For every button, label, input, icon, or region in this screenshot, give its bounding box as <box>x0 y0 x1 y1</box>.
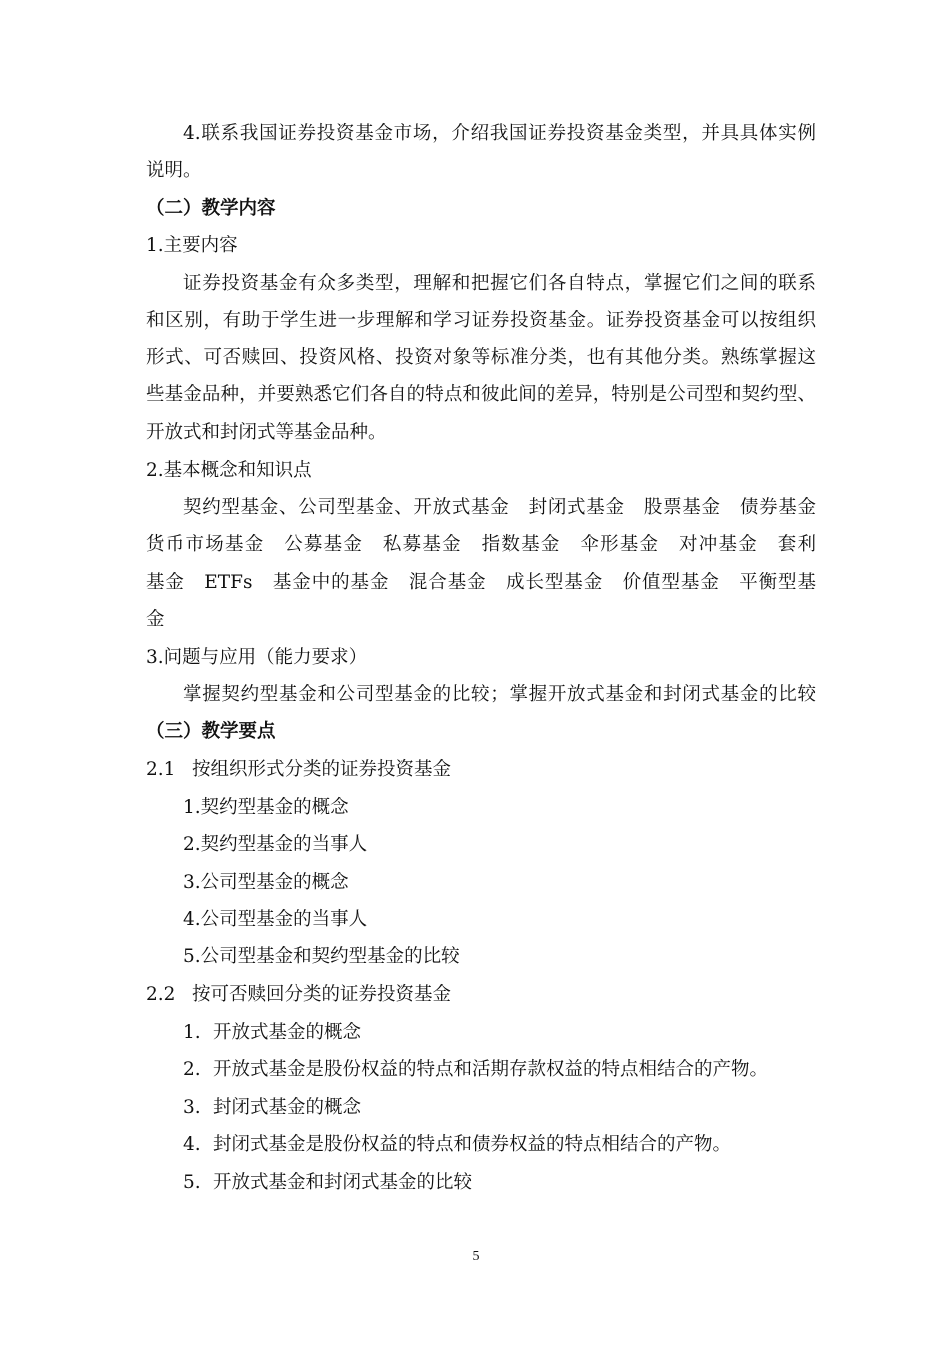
list-item: 4.公司型基金的当事人 <box>183 909 368 930</box>
main-content-line: 形式、可否赎回、投资风格、投资对象等标准分类，也有其他分类。熟练掌握这 <box>146 347 816 368</box>
list-item <box>183 1020 816 1046</box>
concepts-line: 货币市场基金 公募基金 私募基金 指数基金 伞形基金 对冲基金 套利 <box>146 534 816 555</box>
main-content-title: 1.主要内容 <box>146 235 238 256</box>
point-title: 按可否赎回分类的证券投资基金 <box>192 984 452 1005</box>
list-item-number: 4. <box>183 1134 201 1155</box>
main-content-line: 些基金品种，并要熟悉它们各自的特点和彼此间的差异，特别是公司型和契约型、 <box>146 384 816 405</box>
list-item <box>183 1095 816 1121</box>
point-2-2-heading <box>146 982 816 1008</box>
list-item: 5.公司型基金和契约型基金的比较 <box>183 946 460 967</box>
list-item-text: 开放式基金是股份权益的特点和活期存款权益的特点相结合的产物。 <box>213 1059 769 1080</box>
list-item-number: 1. <box>183 1022 201 1043</box>
point-number: 2.2 <box>146 984 176 1005</box>
list-item-number: 2. <box>183 1059 201 1080</box>
point-2-1-heading <box>146 757 816 783</box>
item4-line2: 说明。 <box>146 160 202 181</box>
concepts-line: 基金 ETFs 基金中的基金 混合基金 成长型基金 价值型基金 平衡型基 <box>146 572 816 593</box>
list-item <box>183 1057 816 1083</box>
point-title: 按组织形式分类的证券投资基金 <box>192 759 452 780</box>
item4-line1: 4.联系我国证券投资基金市场，介绍我国证券投资基金类型，并具具体实例 <box>183 123 816 144</box>
application-text: 掌握契约型基金和公司型基金的比较；掌握开放式基金和封闭式基金的比较 <box>183 684 816 705</box>
list-item <box>183 1132 816 1158</box>
list-item: 2.契约型基金的当事人 <box>183 834 368 855</box>
list-item-text: 开放式基金的概念 <box>213 1022 362 1043</box>
concepts-line: 金 <box>146 609 165 630</box>
concepts-title: 2.基本概念和知识点 <box>146 460 312 481</box>
list-item: 3.公司型基金的概念 <box>183 872 349 893</box>
page-number: 5 <box>472 1249 480 1264</box>
main-content-line: 开放式和封闭式等基金品种。 <box>146 422 387 443</box>
section-heading-teaching-content: （二）教学内容 <box>146 198 276 219</box>
main-content-line: 证券投资基金有众多类型，理解和把握它们各自特点，掌握它们之间的联系 <box>183 273 816 294</box>
list-item-text: 封闭式基金的概念 <box>213 1097 362 1118</box>
point-number: 2.1 <box>146 759 176 780</box>
section-heading-teaching-points: （三）教学要点 <box>146 721 276 742</box>
list-item: 1.契约型基金的概念 <box>183 797 349 818</box>
list-item <box>183 1170 816 1196</box>
main-content-line: 和区别，有助于学生进一步理解和学习证券投资基金。证券投资基金可以按组织 <box>146 310 816 331</box>
list-item-number: 3. <box>183 1097 201 1118</box>
list-item-text: 开放式基金和封闭式基金的比较 <box>213 1172 473 1193</box>
application-title: 3.问题与应用（能力要求） <box>146 647 368 668</box>
concepts-line: 契约型基金、公司型基金、开放式基金 封闭式基金 股票基金 债券基金 <box>183 497 816 518</box>
list-item-number: 5. <box>183 1172 201 1193</box>
list-item-text: 封闭式基金是股份权益的特点和债券权益的特点相结合的产物。 <box>213 1134 732 1155</box>
